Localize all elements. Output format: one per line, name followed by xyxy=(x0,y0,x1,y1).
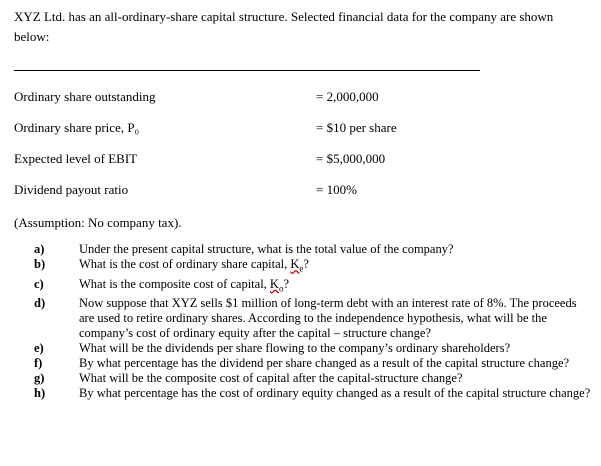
question xyxy=(34,242,594,257)
data-value: = 2,000,000 xyxy=(316,89,379,104)
question-letter: e) xyxy=(34,341,44,355)
question-text: What is the cost of ordinary share capital, xyxy=(79,257,291,271)
subscript: o xyxy=(278,283,284,293)
data-value: = $5,000,000 xyxy=(316,151,386,166)
symbol: K xyxy=(290,257,300,271)
question xyxy=(34,386,594,401)
question xyxy=(34,277,594,297)
question-text: What is the composite cost of capital, xyxy=(79,276,270,291)
symbol: K xyxy=(269,276,279,291)
question-text: What will be the dividends per share flowing to the company’s ordinary shareholders? xyxy=(79,341,511,355)
question-letter: d) xyxy=(34,296,46,310)
question-letter: b) xyxy=(34,257,46,271)
question-text: Now suppose that XYZ sells $1 million of long-term debt with an interest rate of 8%. The proceeds are used to retire ordinary shares. According to the independence hypothesis, what will be the company’s cost of ordinary equity after the capital – structure change? xyxy=(79,296,577,340)
question xyxy=(34,257,594,277)
question-end: ? xyxy=(283,276,290,291)
question xyxy=(34,296,594,341)
subscript: e xyxy=(299,263,304,274)
question-list xyxy=(34,242,594,401)
data-value: = 100% xyxy=(316,182,357,197)
question xyxy=(34,356,594,371)
data-label: Dividend payout ratio xyxy=(14,182,129,197)
question xyxy=(34,341,594,356)
intro-text: XYZ Ltd. has an all-ordinary-share capital structure. Selected financial data for the company are shown below: xyxy=(14,9,554,44)
question-letter: f) xyxy=(34,356,43,370)
assumption: (Assumption: No company tax). xyxy=(14,215,182,230)
question-text: Under the present capital structure, what is the total value of the company? xyxy=(79,242,454,256)
question-text: What will be the composite cost of capital after the capital-structure change? xyxy=(79,371,463,385)
question-letter: g) xyxy=(34,371,45,385)
question-letter: h) xyxy=(34,386,46,400)
question-text: By what percentage has the cost of ordinary equity changed as a result of the capital structure change? xyxy=(79,386,591,400)
data-label: Ordinary share outstanding xyxy=(14,89,156,104)
question-letter: a) xyxy=(34,242,45,256)
question-end: ? xyxy=(303,257,309,271)
question-letter: c) xyxy=(34,276,44,291)
divider xyxy=(14,70,480,71)
data-label: Expected level of EBIT xyxy=(14,151,138,166)
question-text: By what percentage has the dividend per share changed as a result of the capital structure change? xyxy=(79,356,570,370)
data-label: Ordinary share price, P₀ xyxy=(14,120,140,135)
question xyxy=(34,371,594,386)
data-value: = $10 per share xyxy=(316,120,397,135)
